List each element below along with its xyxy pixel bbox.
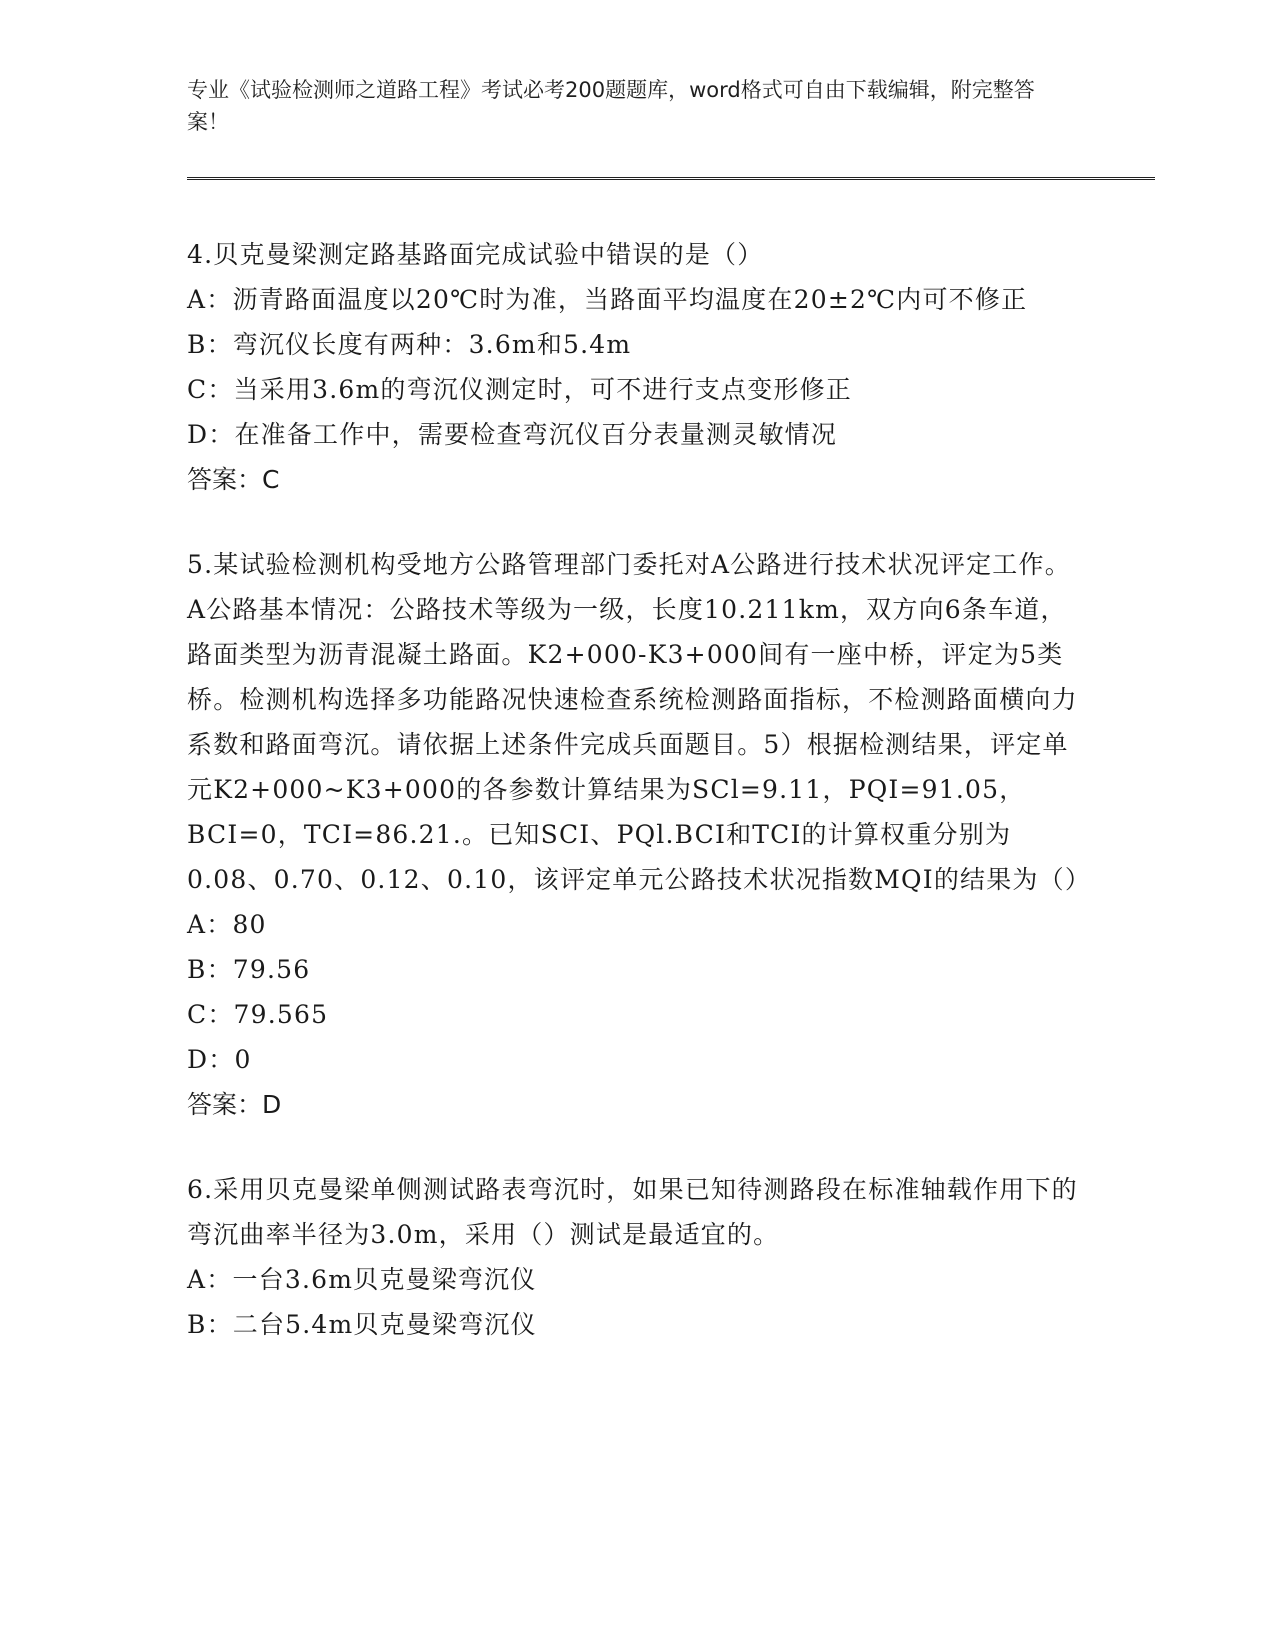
option-c: C：当采用3.6m的弯沉仪测定时，可不进行支点变形修正 [187, 375, 852, 404]
question-list [187, 232, 1092, 1347]
option-d: D：0 [187, 1045, 252, 1074]
question-stem: 6.采用贝克曼梁单侧测试路表弯沉时，如果已知待测路段在标准轴载作用下的弯沉曲率半径为3.0m，采用（）测试是最适宜的。 [187, 1175, 1078, 1249]
answer-value: C [262, 465, 280, 494]
option-a: A：沥青路面温度以20℃时为准，当路面平均温度在20±2℃内可不修正 [187, 285, 1028, 314]
option-b: B：79.56 [187, 955, 311, 984]
answer-label: 答案： [187, 1090, 263, 1119]
question-5 [187, 542, 1092, 1127]
option-c: C：79.565 [187, 1000, 329, 1029]
option-a: A：一台3.6m贝克曼梁弯沉仪 [187, 1265, 537, 1294]
document-header: 专业《试验检测师之道路工程》考试必考200题题库，word格式可自由下载编辑，附完整答案！ [187, 78, 1035, 134]
option-d: D：在准备工作中，需要检查弯沉仪百分表量测灵敏情况 [187, 420, 838, 449]
question-stem: 5.某试验检测机构受地方公路管理部门委托对A公路进行技术状况评定工作。A公路基本情况：公路技术等级为一级，长度10.211km，双方向6条车道，路面类型为沥青混凝土路面。K2+000-K3+000间有一座中桥，评定为5类桥。检测机构选择多功能路况快速检查系统检测路面指标，不检测路面横向力系数和路面弯沉。请依据上述条件完成兵面题目。5）根据检测结果，评定单元K2+000~K3+000的各参数计算结果为SCl=9.11，PQI=91.05，BCI=0，TCI=86.21.。已知SCI、PQl.BCI和TCI的计算权重分别为0.08、0.70、0.12、0.10，该评定单元公路技术状况指数MQI的结果为（） [187, 550, 1092, 894]
answer-label: 答案： [187, 465, 263, 494]
option-b: B：弯沉仪长度有两种：3.6m和5.4m [187, 330, 632, 359]
question-4 [187, 232, 1087, 502]
question-6 [187, 1167, 1087, 1347]
option-b: B：二台5.4m贝克曼梁弯沉仪 [187, 1310, 537, 1339]
answer-value: D [262, 1090, 282, 1119]
option-a: A：80 [187, 910, 267, 939]
answer-line [187, 1082, 1087, 1127]
header-divider [187, 177, 1155, 180]
question-stem: 4.贝克曼梁测定路基路面完成试验中错误的是（） [187, 240, 764, 269]
answer-line [187, 457, 1087, 502]
